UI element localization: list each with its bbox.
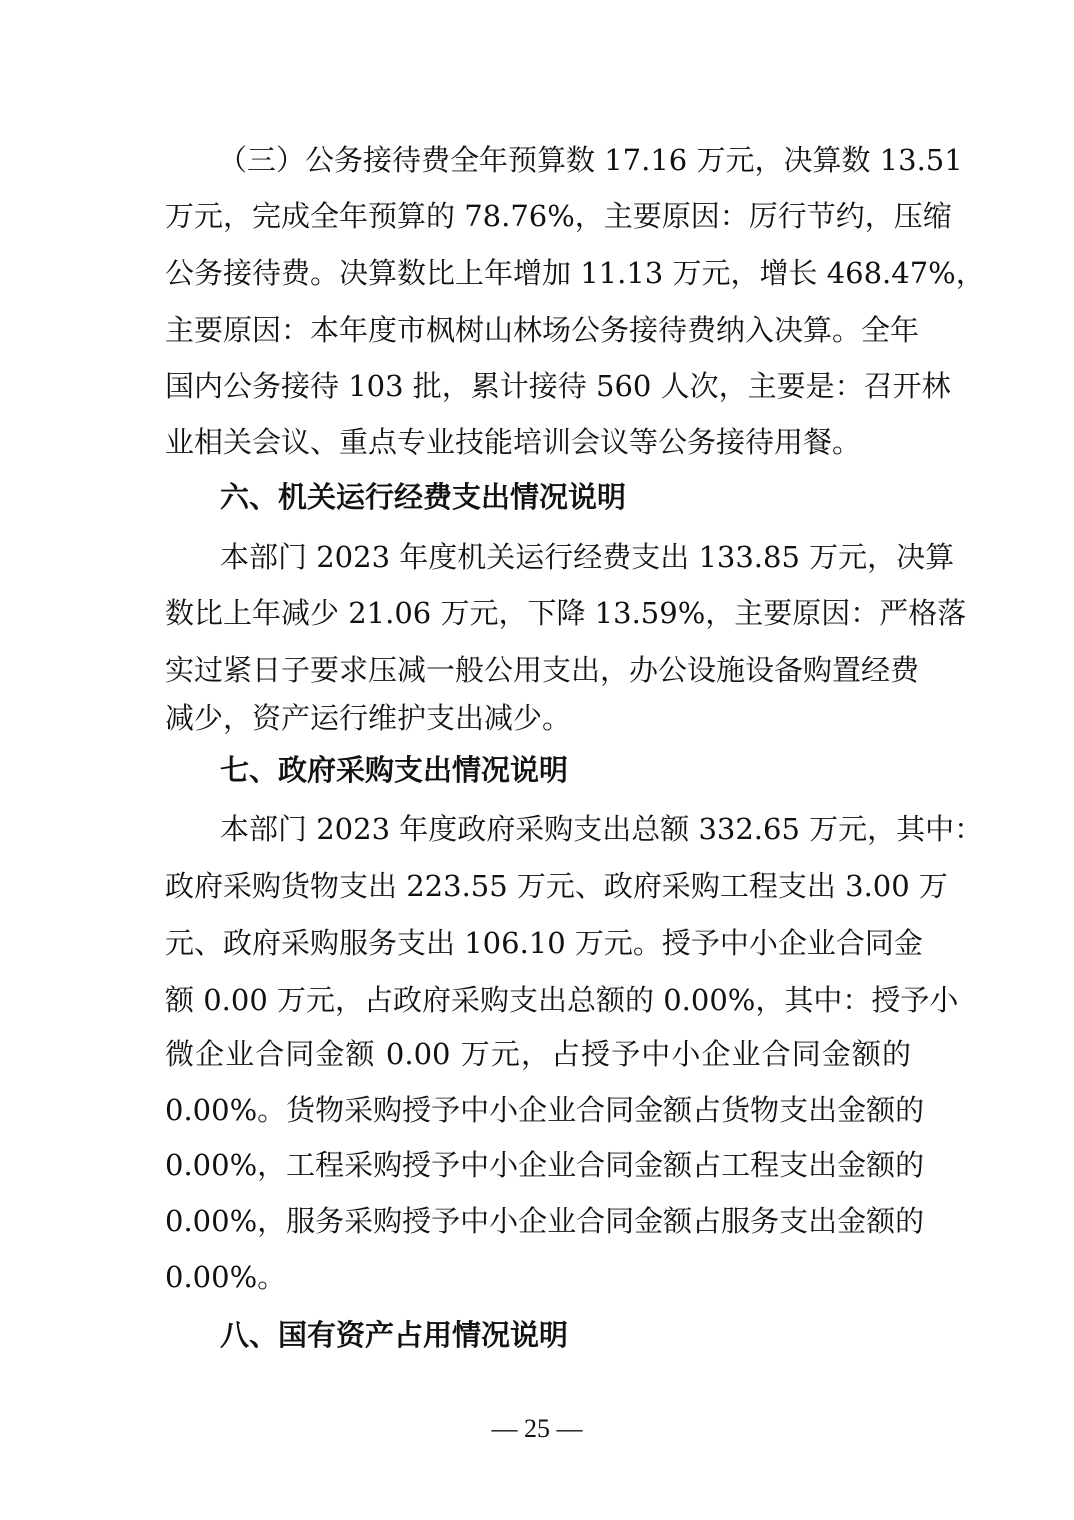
heading-section-8: 八、国有资产占用情况说明: [220, 1318, 569, 1352]
text-line: 本部门 2023 年度政府采购支出总额 332.65 万元，其中：: [220, 812, 984, 846]
text-line: 主要原因：本年度市枫树山林场公务接待费纳入决算。全年: [165, 313, 920, 347]
text-line: 公务接待费。决算数比上年增加 11.13 万元，增长 468.47%，: [165, 256, 985, 290]
text-line: 0.00%。: [165, 1260, 287, 1294]
text-line: 额 0.00 万元，占政府采购支出总额的 0.00%，其中：授予小: [165, 983, 959, 1017]
text-line: 元、政府采购服务支出 106.10 万元。授予中小企业合同金: [165, 926, 923, 960]
text-line: 减少，资产运行维护支出减少。: [165, 701, 572, 735]
text-line: 0.00%。货物采购授予中小企业合同金额占货物支出金额的: [165, 1093, 925, 1127]
text-line: 数比上年减少 21.06 万元，下降 13.59%，主要原因：严格落: [165, 596, 967, 630]
text-line: （三）公务接待费全年预算数 17.16 万元，决算数 13.51: [218, 143, 963, 177]
text-line: 本部门 2023 年度机关运行经费支出 133.85 万元，决算: [220, 540, 955, 574]
text-line: 万元，完成全年预算的 78.76%，主要原因：厉行节约，压缩: [165, 199, 952, 233]
text-line: 实过紧日子要求压减一般公用支出，办公设施设备购置经费: [165, 653, 920, 687]
heading-section-7: 七、政府采购支出情况说明: [220, 753, 569, 787]
page-number: — 25 —: [491, 1414, 583, 1443]
text-line: 政府采购货物支出 223.55 万元、政府采购工程支出 3.00 万: [165, 869, 948, 903]
text-line: 0.00%，工程采购授予中小企业合同金额占工程支出金额的: [165, 1148, 925, 1182]
text-line: 微企业合同金额 0.00 万元，占授予中小企业合同金额的: [165, 1037, 911, 1071]
heading-section-6: 六、机关运行经费支出情况说明: [220, 480, 627, 514]
text-line: 国内公务接待 103 批，累计接待 560 人次，主要是：召开林: [165, 369, 951, 403]
text-line: 业相关会议、重点专业技能培训会议等公务接待用餐。: [165, 425, 862, 459]
text-line: 0.00%，服务采购授予中小企业合同金额占服务支出金额的: [165, 1204, 925, 1238]
